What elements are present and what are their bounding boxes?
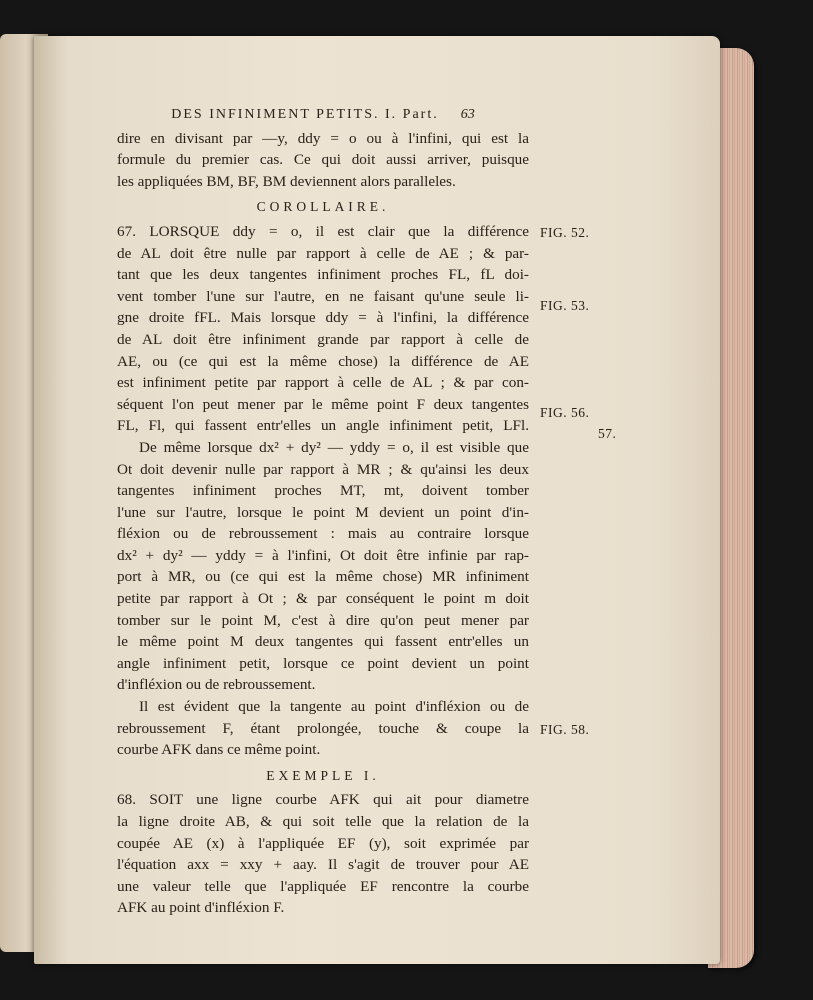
text-line: les appliquées BM, BF, BM deviennent alors paralleles. <box>117 172 456 190</box>
margin-note-fig-52: FIG. 52. <box>540 225 590 240</box>
margin-note-fig-53: FIG. 53. <box>540 298 590 313</box>
heading-corollaire: COROLLAIRE. <box>256 199 390 215</box>
text-line: port à MR, ou (ce qui est la même chose) MR infiniment <box>117 568 529 586</box>
page-number: 63 <box>460 107 475 122</box>
text-line: le même point M deux tangentes qui fassent entr'elles un <box>117 633 529 651</box>
text-line: séquent l'on peut mener par le même point F deux tangentes <box>117 395 529 413</box>
margin-note-fig-56: FIG. 56. <box>540 405 590 420</box>
text-line: l'une sur l'autre, lorsque le point M devient un point d'in- <box>117 503 529 521</box>
page-text <box>117 104 529 919</box>
text-line: de AL doit être nulle par rapport à celle de AE ; & par- <box>117 244 529 262</box>
text-line: coupée AE (x) à l'appliquée EF (y), soit exprimée par <box>117 834 529 852</box>
text-line: Il est évident que la tangente au point d'infléxion ou de <box>139 698 529 716</box>
text-line: AE, ou (ce qui est la même chose) la différence de AE <box>117 352 529 370</box>
text-line: tomber sur le point M, c'est à dire qu'on peut mener par <box>117 611 529 629</box>
header-title: DES INFINIMENT PETITS. I. Part. <box>171 107 439 122</box>
text-line: fléxion ou de rebroussement : mais au contraire lorsque <box>117 525 529 543</box>
text-line: 68. SOIT une ligne courbe AFK qui ait pour diametre <box>117 791 529 809</box>
text-line: petite par rapport à Ot ; & par conséquent le point m doit <box>117 590 529 608</box>
text-line: la ligne droite AB, & qui soit telle que la relation de la <box>117 813 529 830</box>
text-line: courbe AFK dans ce même point. <box>117 741 321 759</box>
text-line: De même lorsque dx² + dy² — yddy = o, il est visible que <box>139 438 529 456</box>
text-line: AFK au point d'infléxion F. <box>117 899 285 917</box>
text-line: vent tomber l'une sur l'autre, en ne faisant qu'une seule li- <box>117 287 529 305</box>
text-line: FL, Fl, qui fassent entr'elles un angle infiniment petit, LFl. <box>117 417 529 435</box>
text-line: tant que les deux tangentes infiniment proches FL, fL doi- <box>117 266 529 284</box>
text-line: angle infiniment petit, lorsque ce point devient un point <box>117 654 529 672</box>
margin-note-fig-57: 57. <box>598 426 617 441</box>
text-line: Ot doit devenir nulle par rapport à MR ; & qu'ainsi les deux <box>117 460 529 478</box>
text-line: l'équation axx = xxy + aay. Il s'agit de trouver pour AE <box>117 856 529 874</box>
text-line: dx² + dy² — yddy = à l'infini, Ot doit être infinie par rap- <box>117 546 529 564</box>
text-line: d'infléxion ou de rebroussement. <box>117 676 316 694</box>
text-line: est infiniment petite par rapport à celle de AL ; & par con- <box>117 374 529 392</box>
text-line: dire en divisant par —y, ddy = o ou à l'infini, qui est la <box>117 129 529 147</box>
text-line: rebroussement F, étant prolongée, touche & coupe la <box>117 719 529 737</box>
text-line: de AL doit être infiniment grande par rapport à celle de <box>117 330 529 348</box>
heading-exemple: EXEMPLE I. <box>266 767 380 783</box>
running-header <box>117 104 529 126</box>
text-line: une valeur telle que l'appliquée EF rencontre la courbe <box>117 877 529 895</box>
text-line: 67. LORSQUE ddy = o, il est clair que la différence <box>117 222 529 240</box>
text-line: gne droite fFL. Mais lorsque ddy = à l'infini, la différence <box>117 309 529 327</box>
margin-note-fig-58: FIG. 58. <box>540 722 590 737</box>
text-line: formule du premier cas. Ce qui doit aussi arriver, puisque <box>117 151 529 169</box>
text-line: tangentes infiniment proches MT, mt, doivent tomber <box>117 482 529 500</box>
